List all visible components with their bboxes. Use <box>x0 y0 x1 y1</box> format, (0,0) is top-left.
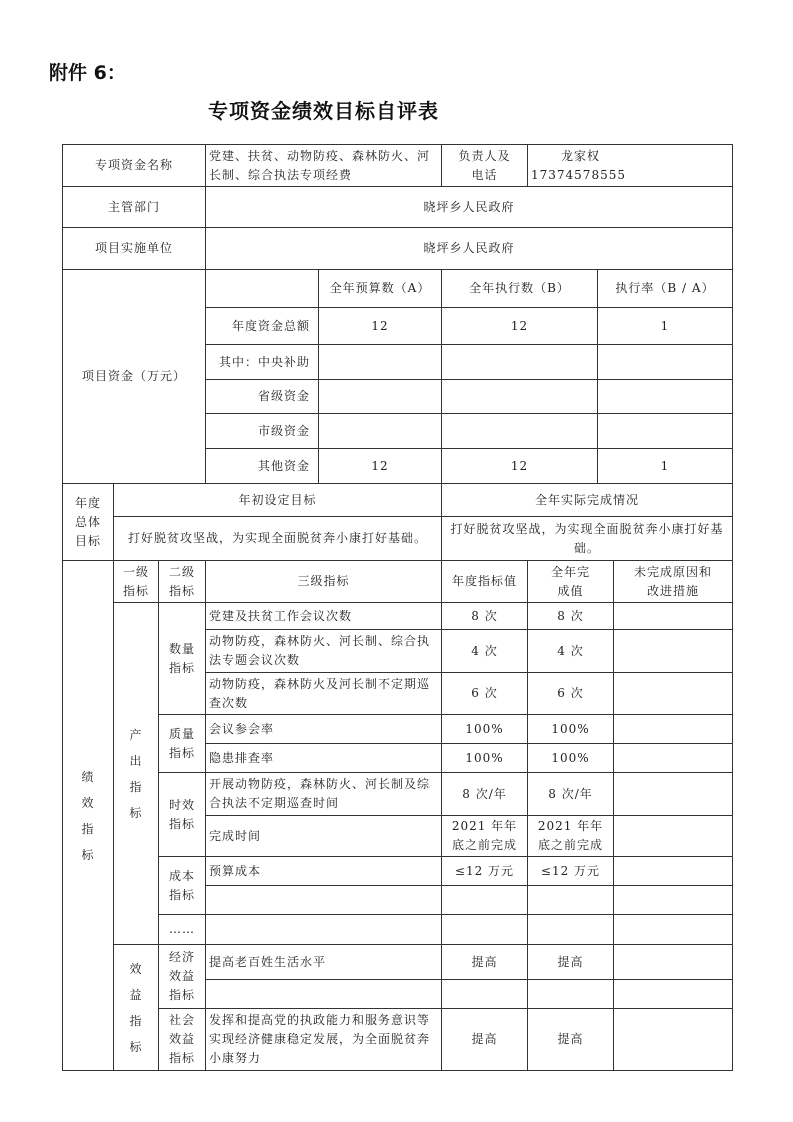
indicator-target: 提高 <box>441 1008 528 1071</box>
funds-header-b: 全年执行数（B） <box>441 269 598 308</box>
benefit-label: 效益指标 <box>113 944 159 1071</box>
indicator-name: 会议参会率 <box>205 714 442 744</box>
funds-row-b <box>441 344 598 380</box>
indicator-reason <box>613 743 733 773</box>
indicator-done: 8 次 <box>527 602 614 630</box>
funds-row-rate <box>597 344 733 380</box>
header-level3: 三级指标 <box>205 560 442 603</box>
indicator-name: 完成时间 <box>205 815 442 857</box>
indicator-done: 提高 <box>527 944 614 980</box>
indicator-done: 6 次 <box>527 672 614 715</box>
funds-row-rate <box>597 379 733 414</box>
overall-actual-label: 全年实际完成情况 <box>441 483 733 517</box>
indicator-done: 2021 年年底之前完成 <box>527 815 614 857</box>
indicator-reason <box>613 602 733 630</box>
indicator-target: 8 次/年 <box>441 772 528 816</box>
header-level2: 二级指标 <box>158 560 206 603</box>
indicator-done: ≤12 万元 <box>527 856 614 886</box>
indicator-reason <box>613 885 733 915</box>
indicator-reason <box>613 944 733 980</box>
overall-set: 打好脱贫攻坚战，为实现全面脱贫奔小康打好基础。 <box>113 516 442 561</box>
indicator-name: 隐患排查率 <box>205 743 442 773</box>
indicator-done: 8 次/年 <box>527 772 614 816</box>
ellipsis-label: …… <box>158 914 206 945</box>
funds-row-b: 12 <box>441 307 598 345</box>
page-title: 专项资金绩效目标自评表 <box>208 99 439 123</box>
indicator-target: 6 次 <box>441 672 528 715</box>
funds-row-a: 12 <box>318 448 442 484</box>
indicator-target: 8 次 <box>441 602 528 630</box>
funds-row-rate <box>597 413 733 449</box>
indicators-label: 绩效指标 <box>62 560 114 1071</box>
indicator-target: 提高 <box>441 944 528 980</box>
overall-label: 年度总体目标 <box>62 483 114 561</box>
attachment-label: 附件 6： <box>49 62 126 84</box>
overall-set-label: 年初设定目标 <box>113 483 442 517</box>
dept-value: 晓坪乡人民政府 <box>205 186 733 228</box>
indicator-done-empty <box>527 885 614 915</box>
header-level1: 一级指标 <box>113 560 159 603</box>
indicator-target-empty <box>441 914 528 945</box>
funds-row-rate: 1 <box>597 448 733 484</box>
indicator-name-empty <box>205 885 442 915</box>
funds-header-a: 全年预算数（A） <box>318 269 442 308</box>
indicator-target-empty <box>441 885 528 915</box>
indicator-done-empty <box>527 914 614 945</box>
contact-name: 龙家权 <box>561 148 601 163</box>
econ-label: 经济效益指标 <box>158 944 206 1009</box>
indicator-reason <box>613 772 733 816</box>
indicator-done-empty <box>527 979 614 1009</box>
funds-row-name: 其中：中央补助 <box>205 344 319 380</box>
funds-row-name: 省级资金 <box>205 379 319 414</box>
indicator-reason <box>613 914 733 945</box>
funds-row-a <box>318 344 442 380</box>
indicator-done: 4 次 <box>527 629 614 673</box>
funds-row-b <box>441 413 598 449</box>
indicator-target: ≤12 万元 <box>441 856 528 886</box>
cost-label: 成本指标 <box>158 856 206 915</box>
indicator-reason <box>613 815 733 857</box>
time-label: 时效指标 <box>158 772 206 857</box>
indicator-target: 100% <box>441 714 528 744</box>
indicator-name: 发挥和提高党的执政能力和服务意识等实现经济健康稳定发展，为全面脱贫奔小康努力 <box>205 1008 442 1071</box>
header-done: 全年完成值 <box>527 560 614 603</box>
indicator-done: 提高 <box>527 1008 614 1071</box>
indicator-name-empty <box>205 914 442 945</box>
contact-phone: 17374578555 <box>531 167 626 182</box>
funds-row-a: 12 <box>318 307 442 345</box>
indicator-target: 4 次 <box>441 629 528 673</box>
funds-row-name: 其他资金 <box>205 448 319 484</box>
fund-name: 党建、扶贫、动物防疫、森林防火、河长制、综合执法专项经费 <box>205 144 442 187</box>
funds-row-name: 年度资金总额 <box>205 307 319 345</box>
indicator-name: 提高老百姓生活水平 <box>205 944 442 980</box>
indicator-reason <box>613 856 733 886</box>
dept-label: 主管部门 <box>62 186 206 228</box>
contact-label: 负责人及电话 <box>441 144 528 187</box>
indicator-target-empty <box>441 979 528 1009</box>
header-reason: 未完成原因和改进措施 <box>613 560 733 603</box>
funds-header-rate: 执行率（B / A） <box>597 269 733 308</box>
contact-cell <box>527 144 733 187</box>
funds-row-b <box>441 379 598 414</box>
indicator-name-empty <box>205 979 442 1009</box>
funds-label: 项目资金（万元） <box>62 269 206 484</box>
social-label: 社会效益指标 <box>158 1008 206 1071</box>
impl-value: 晓坪乡人民政府 <box>205 227 733 270</box>
indicator-name: 动物防疫，森林防火、河长制、综合执法专题会议次数 <box>205 629 442 673</box>
output-label: 产出指标 <box>113 602 159 945</box>
indicator-reason <box>613 672 733 715</box>
indicator-name: 动物防疫，森林防火及河长制不定期巡查次数 <box>205 672 442 715</box>
indicator-name: 预算成本 <box>205 856 442 886</box>
funds-row-name: 市级资金 <box>205 413 319 449</box>
indicator-done: 100% <box>527 714 614 744</box>
impl-label: 项目实施单位 <box>62 227 206 270</box>
indicator-reason <box>613 979 733 1009</box>
quality-label: 质量指标 <box>158 714 206 773</box>
overall-actual: 打好脱贫攻坚战，为实现全面脱贫奔小康打好基础。 <box>441 516 733 561</box>
indicator-target: 100% <box>441 743 528 773</box>
funds-row-a <box>318 413 442 449</box>
funds-row-a <box>318 379 442 414</box>
indicator-name: 开展动物防疫，森林防火、河长制及综合执法不定期巡查时间 <box>205 772 442 816</box>
header-target: 年度指标值 <box>441 560 528 603</box>
indicator-name: 党建及扶贫工作会议次数 <box>205 602 442 630</box>
funds-row-b: 12 <box>441 448 598 484</box>
indicator-target: 2021 年年底之前完成 <box>441 815 528 857</box>
indicator-reason <box>613 714 733 744</box>
indicator-done: 100% <box>527 743 614 773</box>
funds-header-empty <box>205 269 319 308</box>
indicator-reason <box>613 1008 733 1071</box>
funds-row-rate: 1 <box>597 307 733 345</box>
quantity-label: 数量指标 <box>158 602 206 715</box>
indicator-reason <box>613 629 733 673</box>
fund-name-label: 专项资金名称 <box>62 144 206 187</box>
